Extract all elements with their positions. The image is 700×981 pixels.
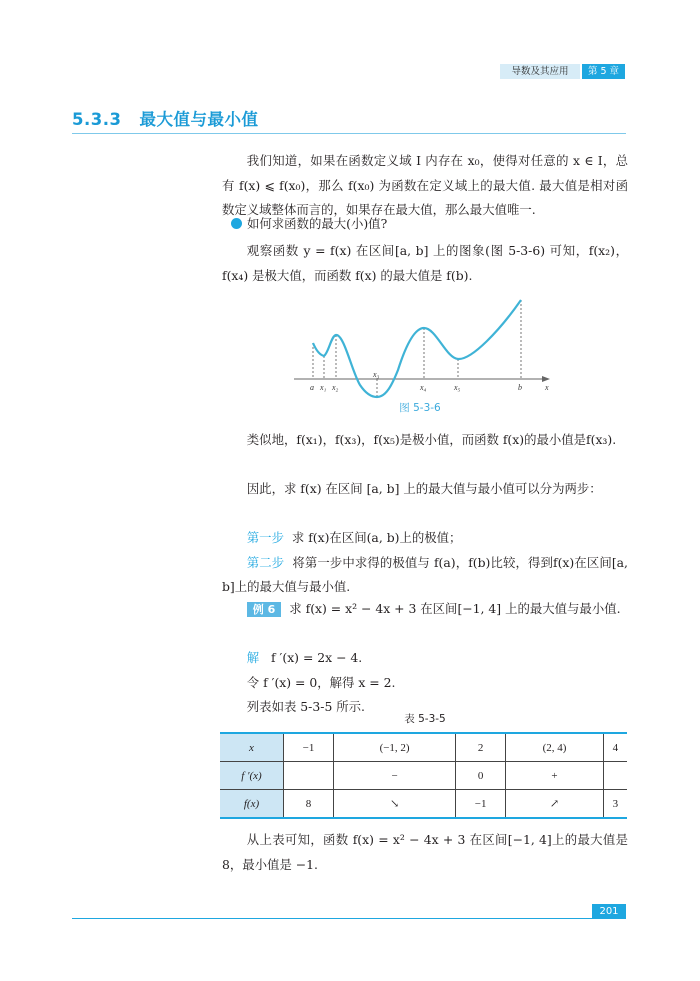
table-caption: 表 5-3-5 bbox=[404, 713, 446, 725]
bullet-dot-icon bbox=[231, 218, 242, 229]
label-x3: x₃ bbox=[373, 370, 380, 379]
solution-line-1: 解 f ′(x) = 2x − 4. bbox=[246, 650, 363, 665]
table-cell bbox=[284, 762, 334, 790]
solution-label: 解 bbox=[246, 650, 260, 665]
similar-paragraph bbox=[222, 428, 628, 453]
observation-paragraph bbox=[222, 239, 628, 288]
table-cell: −1 bbox=[284, 733, 334, 762]
page-number: 201 bbox=[592, 904, 626, 919]
table-cell: 4 bbox=[603, 733, 627, 762]
therefore-text: 因此，求 f(x) 在区间 [a, b] 上的最大值与最小值可以分为两步： bbox=[246, 481, 602, 496]
row-header: f(x) bbox=[220, 790, 284, 819]
example-solution bbox=[222, 646, 628, 720]
dashed-guides bbox=[313, 300, 521, 397]
table-cell: − bbox=[334, 762, 456, 790]
table-cell: (−1, 2) bbox=[334, 733, 456, 762]
table-row-x bbox=[220, 733, 627, 762]
guiding-question bbox=[231, 214, 387, 232]
table-cell bbox=[603, 762, 627, 790]
footer-divider bbox=[72, 918, 626, 919]
example-badge: 例 6 bbox=[247, 602, 281, 617]
axis-arrow-icon bbox=[542, 376, 550, 382]
question-text: 如何求函数的最大(小)值? bbox=[247, 216, 388, 231]
label-x1: x₁ bbox=[320, 383, 327, 392]
chapter-name-tag: 导数及其应用 bbox=[500, 64, 580, 79]
label-a: a bbox=[310, 383, 314, 392]
chapter-number-tag: 第 5 章 bbox=[582, 64, 625, 79]
step-1 bbox=[222, 526, 628, 551]
observation-text: 观察函数 y = f(x) 在区间[a, b] 上的图象(图 5-3-6) 可知，f(x₂)，f(x₄) 是极大值，而函数 f(x) 的最大值是 f(b). bbox=[222, 243, 628, 283]
therefore-paragraph bbox=[222, 477, 628, 502]
table-cell: −1 bbox=[456, 790, 506, 819]
step-2-label: 第二步 bbox=[246, 554, 285, 570]
step-1-text: 求 f(x)在区间(a, b)上的极值； bbox=[291, 530, 462, 545]
solution-line-3: 列表如表 5-3-5 所示. bbox=[246, 699, 365, 714]
label-b: b bbox=[518, 383, 522, 392]
label-x5: x₅ bbox=[454, 383, 461, 392]
conclusion-text: 从上表可知，函数 f(x) = x² − 4x + 3 在区间[−1, 4]上的最大值是 8，最小值是 −1. bbox=[222, 832, 628, 872]
increasing-arrow-icon: ↗ bbox=[506, 790, 604, 819]
decreasing-arrow-icon: ↘ bbox=[334, 790, 456, 819]
table-cell: (2, 4) bbox=[506, 733, 604, 762]
table-row-function bbox=[220, 790, 627, 819]
label-x-axis: x bbox=[545, 383, 549, 392]
section-title bbox=[72, 106, 258, 130]
label-x4: x₄ bbox=[420, 383, 427, 392]
solution-line-2: 令 f ′(x) = 0，解得 x = 2. bbox=[246, 674, 396, 690]
intro-text: 我们知道，如果在函数定义域 I 内存在 x₀，使得对任意的 x ∈ I，总有 f(x) ⩽ f(x₀)，那么 f(x₀) 为函数在定义域上的最大值. 最大值是相对函数定义域整体而言的，如果存在最大值，那么最大值唯一. bbox=[222, 153, 628, 217]
row-header: f ′(x) bbox=[220, 762, 284, 790]
similar-text: 类似地，f(x₁)，f(x₃)，f(x₅)是极小值，而函数 f(x)的最小值是f(x₃). bbox=[246, 432, 617, 447]
table-cell: 0 bbox=[456, 762, 506, 790]
function-curve bbox=[313, 300, 521, 397]
axis-labels bbox=[310, 370, 549, 392]
label-x2: x₂ bbox=[332, 383, 339, 392]
section-number: 5.3.3 bbox=[72, 110, 122, 129]
steps-list bbox=[222, 526, 628, 600]
table-cell: 3 bbox=[603, 790, 627, 819]
example-problem bbox=[222, 597, 628, 623]
table-cell: + bbox=[506, 762, 604, 790]
row-header: x bbox=[220, 733, 284, 762]
table-cell: 2 bbox=[456, 733, 506, 762]
step-2-text: 将第一步中求得的极值与 f(a)，f(b)比较，得到f(x)在区间[a, b]上的最大值与最小值. bbox=[222, 554, 628, 594]
step-1-label: 第一步 bbox=[246, 530, 284, 545]
table-row-derivative bbox=[220, 762, 627, 790]
example-problem-text: 求 f(x) = x² − 4x + 3 在区间[−1, 4] 上的最大值与最小值. bbox=[289, 601, 621, 616]
step-2 bbox=[222, 551, 628, 600]
figure-caption: 图 5-3-6 bbox=[399, 402, 441, 414]
variation-table bbox=[220, 732, 627, 819]
section-divider bbox=[72, 133, 626, 134]
intro-paragraph bbox=[222, 149, 628, 223]
section-title-text: 最大值与最小值 bbox=[139, 110, 259, 129]
table-cell: 8 bbox=[284, 790, 334, 819]
conclusion-paragraph bbox=[222, 828, 628, 877]
